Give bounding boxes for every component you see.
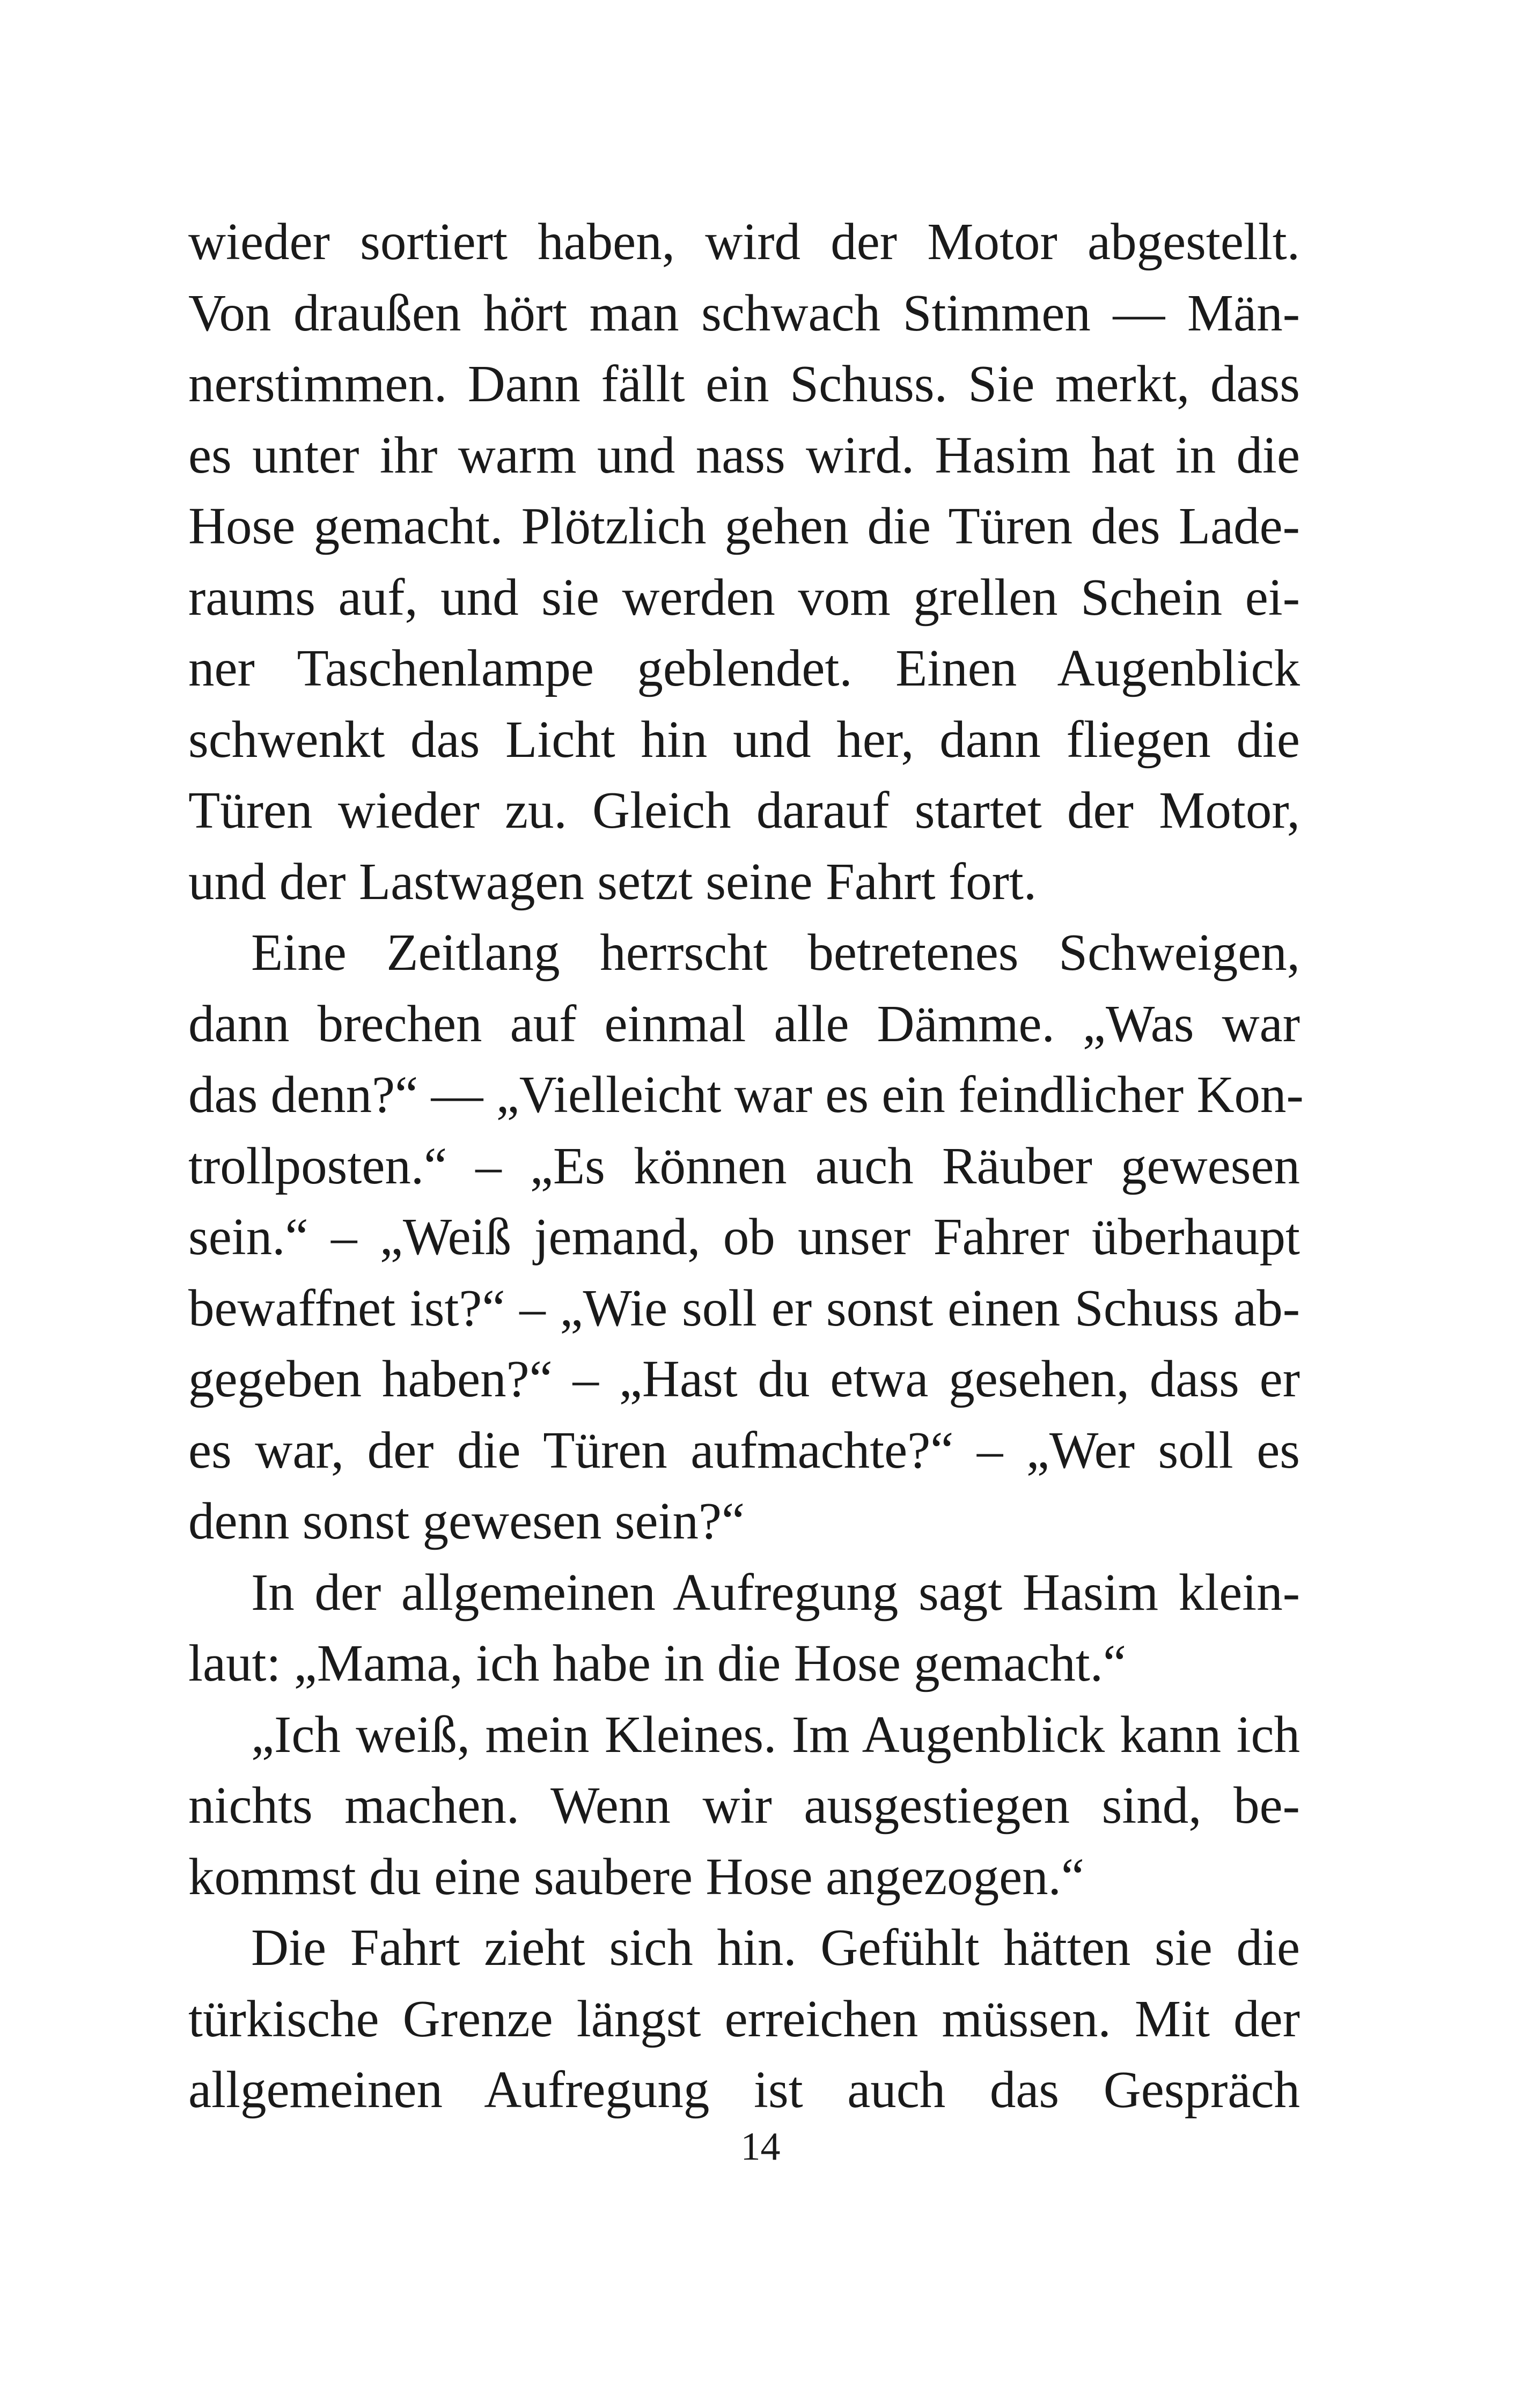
text-line: und der Lastwagen setzt seine Fahrt fort. bbox=[188, 852, 1037, 910]
text-line: schwenkt das Licht hin und her, dann fliegen die bbox=[188, 710, 1300, 768]
text-line: Türen wieder zu. Gleich darauf startet der Motor, bbox=[188, 782, 1300, 839]
page-number: 14 bbox=[740, 2125, 781, 2169]
text-line: sein.“ – „Weiß jemand, ob unser Fahrer überhaupt bbox=[188, 1208, 1300, 1265]
text-line: gegeben haben?“ – „Hast du etwa gesehen, dass er bbox=[188, 1350, 1300, 1408]
text-line: Eine Zeitlang herrscht betretenes Schweigen, bbox=[251, 924, 1300, 981]
text-line: trollposten.“ – „Es können auch Räuber gewesen bbox=[188, 1137, 1300, 1195]
text-line: türkische Grenze längst erreichen müssen. Mit der bbox=[188, 1990, 1300, 2048]
text-line: In der allgemeinen Aufregung sagt Hasim klein- bbox=[251, 1563, 1300, 1621]
text-line: ner Taschenlampe geblendet. Einen Augenblick bbox=[188, 639, 1300, 697]
paragraph bbox=[188, 1557, 1300, 1699]
text-line: Die Fahrt zieht sich hin. Gefühlt hätten sie die bbox=[251, 1919, 1300, 1976]
text-line: Hose gemacht. Plötzlich gehen die Türen des Lade- bbox=[188, 497, 1300, 555]
text-line: bewaffnet ist?“ – „Wie soll er sonst einen Schuss ab- bbox=[188, 1279, 1300, 1337]
text-line: das denn?“ — „Vielleicht war es ein feindlicher Kon- bbox=[188, 1066, 1304, 1123]
text-line: dann brechen auf einmal alle Dämme. „Was war bbox=[188, 995, 1300, 1052]
text-line: allgemeinen Aufregung ist auch das Gespräch bbox=[188, 2061, 1300, 2118]
text-line: raums auf, und sie werden vom grellen Schein ei- bbox=[188, 568, 1300, 626]
paragraph bbox=[188, 207, 1300, 917]
text-line: kommst du eine saubere Hose angezogen.“ bbox=[188, 1847, 1084, 1905]
paragraph bbox=[188, 917, 1304, 1557]
body-text bbox=[188, 207, 1304, 2126]
text-line: nichts machen. Wenn wir ausgestiegen sind, be- bbox=[188, 1777, 1300, 1834]
text-line: „Ich weiß, mein Kleines. Im Augenblick kann ich bbox=[251, 1705, 1300, 1763]
text-line: es war, der die Türen aufmachte?“ – „Wer soll es bbox=[188, 1421, 1300, 1479]
text-line: laut: „Mama, ich habe in die Hose gemacht.“ bbox=[188, 1634, 1127, 1692]
text-line: wieder sortiert haben, wird der Motor abgestellt. bbox=[188, 213, 1300, 270]
text-line: Von draußen hört man schwach Stimmen — Män- bbox=[188, 284, 1300, 342]
paragraph bbox=[188, 1912, 1300, 2126]
text-line: nerstimmen. Dann fällt ein Schuss. Sie merkt, dass bbox=[188, 355, 1300, 413]
text-line: es unter ihr warm und nass wird. Hasim hat in die bbox=[188, 426, 1300, 484]
text-line: denn sonst gewesen sein?“ bbox=[188, 1492, 745, 1550]
paragraph bbox=[188, 1699, 1300, 1913]
